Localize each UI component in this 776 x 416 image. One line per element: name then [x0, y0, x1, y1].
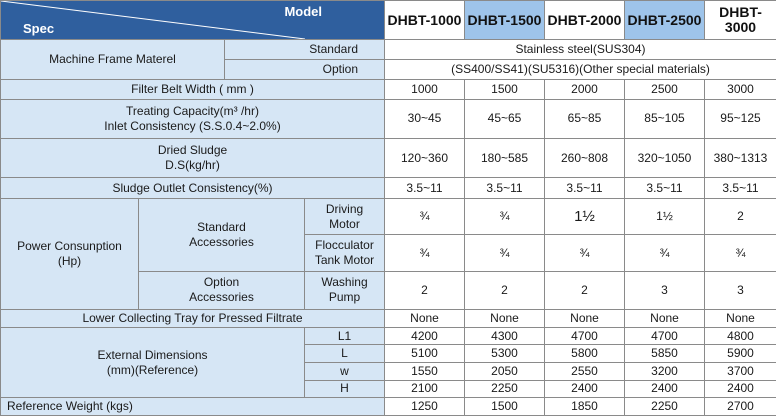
dim-value: 4200 [385, 327, 465, 345]
tray-label: Lower Collecting Tray for Pressed Filtrate [1, 310, 385, 328]
dim-value: 4800 [705, 327, 776, 345]
dried-sludge-value: 380~1313 [705, 138, 776, 177]
washing-pump-value: 2 [385, 271, 465, 309]
dim-value: 5800 [545, 345, 625, 363]
weight-value: 1250 [385, 398, 465, 416]
floc-motor-value: ¾ [705, 235, 776, 271]
weight-value: 2250 [625, 398, 705, 416]
frame-standard-row [1, 40, 776, 60]
tray-row [1, 310, 776, 328]
capacity-value: 45~65 [465, 99, 545, 138]
washing-pump-value: 3 [705, 271, 776, 309]
dried-sludge-value: 260~808 [545, 138, 625, 177]
tray-value: None [705, 310, 776, 328]
floc-motor-value: ¾ [385, 235, 465, 271]
dried-sludge-label-line1: Dried Sludge [157, 143, 228, 158]
dim-key: w [305, 363, 385, 381]
outlet-label: Sludge Outlet Consistency(%) [1, 178, 385, 199]
capacity-row [1, 99, 776, 138]
dim-row-l1 [1, 327, 776, 345]
dim-value: 2050 [465, 363, 545, 381]
dim-value: 2400 [625, 380, 705, 398]
floc-motor-line1: Flocculator [315, 238, 374, 253]
dim-value: 2250 [465, 380, 545, 398]
dim-value: 5300 [465, 345, 545, 363]
capacity-label-line1: Treating Capacity(m³ /hr) [126, 103, 259, 118]
capacity-label-line2: Inlet Consistency (S.S.0.4~2.0%) [104, 118, 281, 133]
belt-width-value: 2000 [545, 79, 625, 99]
power-standard-label [139, 199, 305, 272]
spec-label: Spec [23, 21, 55, 37]
dim-value: 3700 [705, 363, 776, 381]
capacity-label [1, 99, 385, 138]
dried-sludge-value: 120~360 [385, 138, 465, 177]
header-corner [1, 1, 385, 40]
dim-value: 2550 [545, 363, 625, 381]
floc-motor-value: ¾ [625, 235, 705, 271]
belt-width-label: Filter Belt Width ( mm ) [1, 79, 385, 99]
dim-value: 5100 [385, 345, 465, 363]
outlet-value: 3.5~11 [385, 178, 465, 199]
power-label [1, 199, 139, 310]
model-label: Model [284, 4, 322, 19]
dim-key: H [305, 380, 385, 398]
dried-sludge-row [1, 138, 776, 177]
dimensions-label [1, 327, 305, 398]
power-label-line1: Power Consunption [17, 239, 122, 254]
outlet-value: 3.5~11 [625, 178, 705, 199]
driving-motor-line1: Driving [325, 201, 364, 216]
washing-pump-line2: Pump [328, 290, 361, 305]
washing-pump-value: 2 [545, 271, 625, 309]
weight-label: Reference Weight (kgs) [1, 398, 385, 416]
power-option-line2: Accessories [189, 290, 254, 305]
driving-motor-label [305, 199, 385, 235]
dried-sludge-label-line2: D.S(kg/hr) [165, 158, 220, 173]
dim-value: 2400 [705, 380, 776, 398]
frame-option-value: (SS400/SS41)(SU5316)(Other special materials) [385, 60, 776, 80]
driving-motor-value: ¾ [385, 199, 465, 235]
dried-sludge-value: 320~1050 [625, 138, 705, 177]
dimensions-label-line1: External Dimensions [97, 347, 208, 362]
model-header-4: DHBT-2500 [625, 1, 705, 40]
weight-value: 1850 [545, 398, 625, 416]
capacity-value: 65~85 [545, 99, 625, 138]
driving-motor-value: 1½ [545, 199, 625, 235]
driving-motor-value: ¾ [465, 199, 545, 235]
driving-motor-line2: Motor [329, 216, 360, 231]
power-label-line2: (Hp) [57, 254, 82, 269]
dim-value: 3200 [625, 363, 705, 381]
weight-row [1, 398, 776, 416]
dim-value: 5900 [705, 345, 776, 363]
driving-motor-value: 2 [705, 199, 776, 235]
outlet-row [1, 178, 776, 199]
belt-width-value: 1500 [465, 79, 545, 99]
frame-standard-value: Stainless steel(SUS304) [385, 40, 776, 60]
frame-label: Machine Frame Materel [1, 40, 225, 79]
model-header-1: DHBT-1000 [385, 1, 465, 40]
tray-value: None [465, 310, 545, 328]
power-standard-line1: Standard [197, 219, 246, 234]
belt-width-value: 3000 [705, 79, 776, 99]
washing-pump-value: 3 [625, 271, 705, 309]
dim-key: L1 [305, 327, 385, 345]
power-driving-row [1, 199, 776, 235]
dim-key: L [305, 345, 385, 363]
tray-value: None [545, 310, 625, 328]
dim-value: 4700 [545, 327, 625, 345]
belt-width-value: 1000 [385, 79, 465, 99]
power-standard-line2: Accessories [189, 234, 254, 249]
model-header-5: DHBT-3000 [705, 1, 776, 40]
belt-width-value: 2500 [625, 79, 705, 99]
tray-value: None [625, 310, 705, 328]
capacity-value: 95~125 [705, 99, 776, 138]
floc-motor-line2: Tank Motor [314, 253, 375, 268]
model-header-2: DHBT-1500 [465, 1, 545, 40]
washing-pump-line1: Washing [321, 275, 368, 290]
dried-sludge-label [1, 138, 385, 177]
outlet-value: 3.5~11 [545, 178, 625, 199]
floc-motor-value: ¾ [545, 235, 625, 271]
header-row [1, 1, 776, 40]
power-option-label [139, 271, 305, 309]
power-option-line1: Option [203, 275, 240, 290]
driving-motor-value: 1½ [625, 199, 705, 235]
belt-width-row [1, 79, 776, 99]
outlet-value: 3.5~11 [465, 178, 545, 199]
dim-value: 2400 [545, 380, 625, 398]
capacity-value: 30~45 [385, 99, 465, 138]
capacity-value: 85~105 [625, 99, 705, 138]
frame-option-label: Option [225, 60, 385, 80]
tray-value: None [385, 310, 465, 328]
dried-sludge-value: 180~585 [465, 138, 545, 177]
floc-motor-value: ¾ [465, 235, 545, 271]
washing-pump-value: 2 [465, 271, 545, 309]
dim-value: 1550 [385, 363, 465, 381]
floc-motor-label [305, 235, 385, 271]
washing-pump-label [305, 271, 385, 309]
model-header-3: DHBT-2000 [545, 1, 625, 40]
outlet-value: 3.5~11 [705, 178, 776, 199]
weight-value: 1500 [465, 398, 545, 416]
dim-value: 4700 [625, 327, 705, 345]
weight-value: 2700 [705, 398, 776, 416]
dim-value: 5850 [625, 345, 705, 363]
frame-standard-label: Standard [225, 40, 385, 60]
dim-value: 4300 [465, 327, 545, 345]
dim-value: 2100 [385, 380, 465, 398]
dimensions-label-line2: (mm)(Reference) [106, 362, 199, 377]
